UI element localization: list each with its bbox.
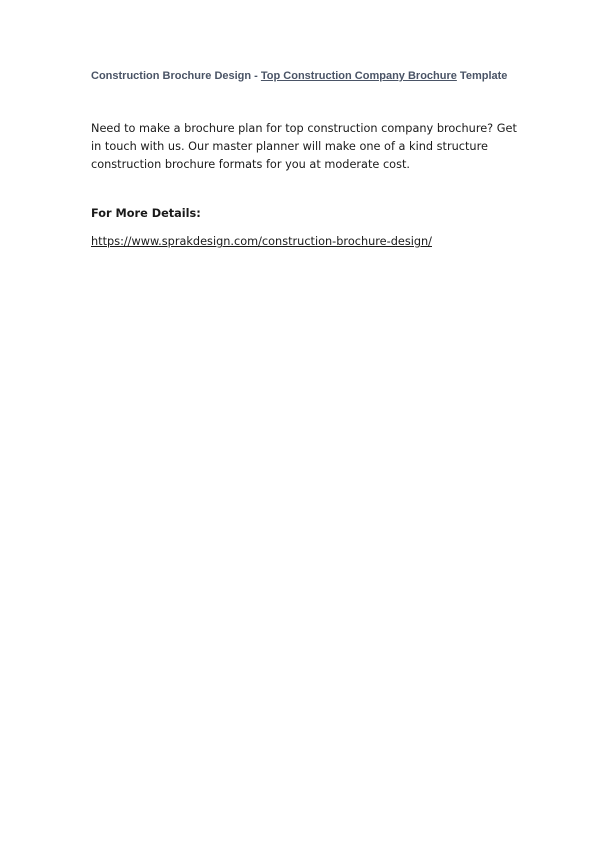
body-paragraph: Need to make a brochure plan for top construction company brochure? Get in touch with us. Our master planner will make one of a kind structure construction brochure formats for you at moderate cost. xyxy=(91,122,517,171)
details-heading: For More Details: xyxy=(91,207,201,220)
document-title xyxy=(91,70,571,82)
title-link[interactable]: Top Construction Company Brochure xyxy=(260,70,457,82)
title-suffix: Template xyxy=(456,70,508,82)
details-url-link[interactable]: https://www.sprakdesign.com/construction-brochure-design/ xyxy=(91,235,432,248)
title-prefix: Construction Brochure Design - xyxy=(91,70,261,82)
